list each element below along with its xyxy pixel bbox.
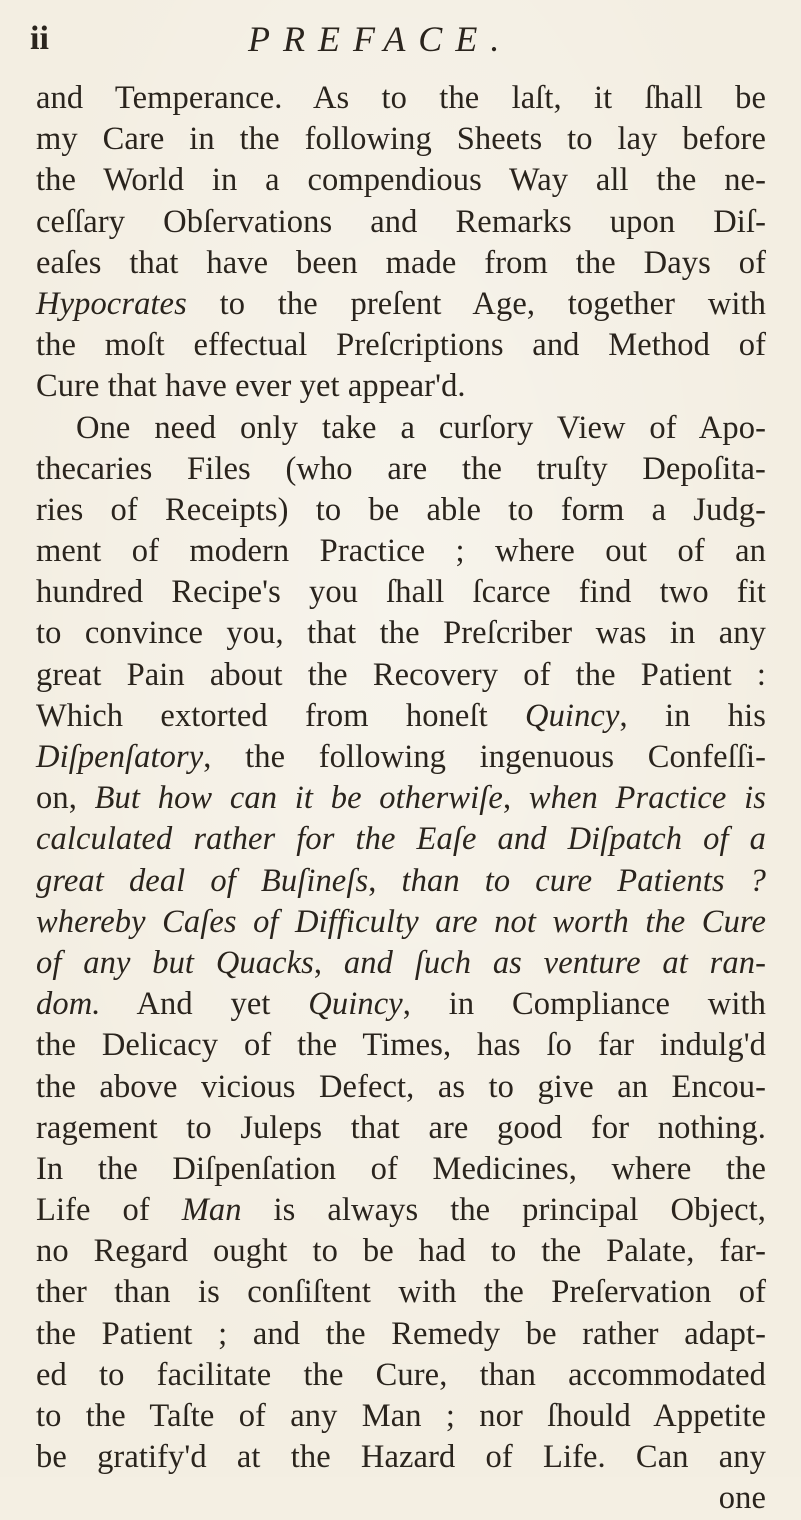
- italic-text: whereby Caſes of Difficulty are not worth the Cure: [36, 903, 766, 940]
- text-line: to convince you, that the Preſcriber was in any: [36, 615, 766, 652]
- text-line: to the Taſte of any Man ; nor ſhould Appetite: [36, 1398, 766, 1434]
- text-line: One need only take a curſory View of Apo-: [76, 409, 766, 446]
- text-line: be gratify'd at the Hazard of Life. Can any: [36, 1439, 766, 1476]
- italic-text: and ſuch as venture at ran-: [343, 944, 766, 981]
- italic-text: than to cure Patients ?: [401, 862, 766, 899]
- text-line: Diſpenſatory, the following ingenuous Confeſſi-: [36, 739, 766, 775]
- text-line: no Regard ought to be had to the Palate, far-: [36, 1233, 766, 1270]
- text-line: my Care in the following Sheets to lay before: [36, 121, 766, 158]
- text-line: Which extorted from honeſt Quincy, in his: [36, 697, 766, 734]
- text-line: thecaries Files (who are the truſty Depoſita-: [36, 450, 766, 487]
- text-line: ed to facilitate the Cure, than accommodated: [36, 1356, 766, 1393]
- running-head: PREFACE.: [248, 19, 513, 59]
- text-line: ragement to Juleps that are good for nothing.: [36, 1109, 766, 1146]
- text-line: eaſes that have been made from the Days of: [36, 244, 766, 281]
- italic-text: calculated rather for the Eaſe and Diſpatch of a: [36, 821, 766, 858]
- text-line: Hypocrates to the preſent Age, together with: [36, 285, 766, 322]
- text-line: great Pain about the Recovery of the Patient :: [36, 656, 766, 693]
- italic-text: when Practice is: [528, 780, 767, 817]
- italic-text: of any but Quacks: [36, 944, 314, 981]
- text-line: on, But how can it be otherwiſe, when Practice is: [36, 780, 767, 817]
- italic-text: great deal of Buſineſs: [36, 862, 369, 899]
- text-line: the above vicious Defect, as to give an Encou-: [36, 1068, 766, 1105]
- italic-text: Quincy: [308, 986, 403, 1023]
- italic-text: Hypocrates: [36, 285, 187, 322]
- text-line: great deal of Buſineſs, than to cure Patients ?: [36, 862, 766, 899]
- page-number: ii: [30, 20, 49, 57]
- text-line: ment of modern Practice ; where out of an: [36, 533, 766, 570]
- italic-text: Man: [181, 1192, 242, 1229]
- text-line: hundred Recipe's you ſhall ſcarce find two fit: [36, 574, 766, 611]
- text-line: ceſſary Obſervations and Remarks upon Diſ-: [36, 203, 766, 240]
- catchword: one: [718, 1480, 766, 1517]
- text-line: of any but Quacks, and ſuch as venture at ran-: [36, 944, 766, 981]
- text-line: ries of Receipts) to be able to form a Judg-: [36, 491, 766, 528]
- text-line: the moſt effectual Preſcriptions and Method of: [36, 327, 766, 364]
- text-line: Cure that have ever yet appear'd.: [36, 368, 466, 405]
- text-line: Life of Man is always the principal Object,: [36, 1192, 766, 1229]
- text-line: dom. And yet Quincy, in Compliance with: [36, 986, 766, 1023]
- italic-text: But how can it be otherwiſe: [94, 780, 503, 817]
- text-line: and Temperance. As to the laſt, it ſhall be: [36, 80, 766, 116]
- text-line: the Delicacy of the Times, has ſo far indulg'd: [36, 1027, 766, 1064]
- text-line: In the Diſpenſation of Medicines, where the: [36, 1150, 766, 1187]
- page-header: [30, 14, 790, 64]
- italic-text: Quincy: [525, 697, 620, 734]
- italic-text: dom.: [36, 986, 101, 1023]
- text-line: the Patient ; and the Remedy be rather adapt-: [36, 1315, 766, 1352]
- italic-text: Diſpenſatory: [36, 739, 204, 775]
- body-text: [36, 78, 766, 1520]
- text-line: the World in a compendious Way all the ne-: [36, 162, 766, 199]
- text-line: [36, 902, 766, 943]
- text-line: [36, 819, 766, 860]
- text-line: ther than is conſiſtent with the Preſervation of: [36, 1274, 766, 1311]
